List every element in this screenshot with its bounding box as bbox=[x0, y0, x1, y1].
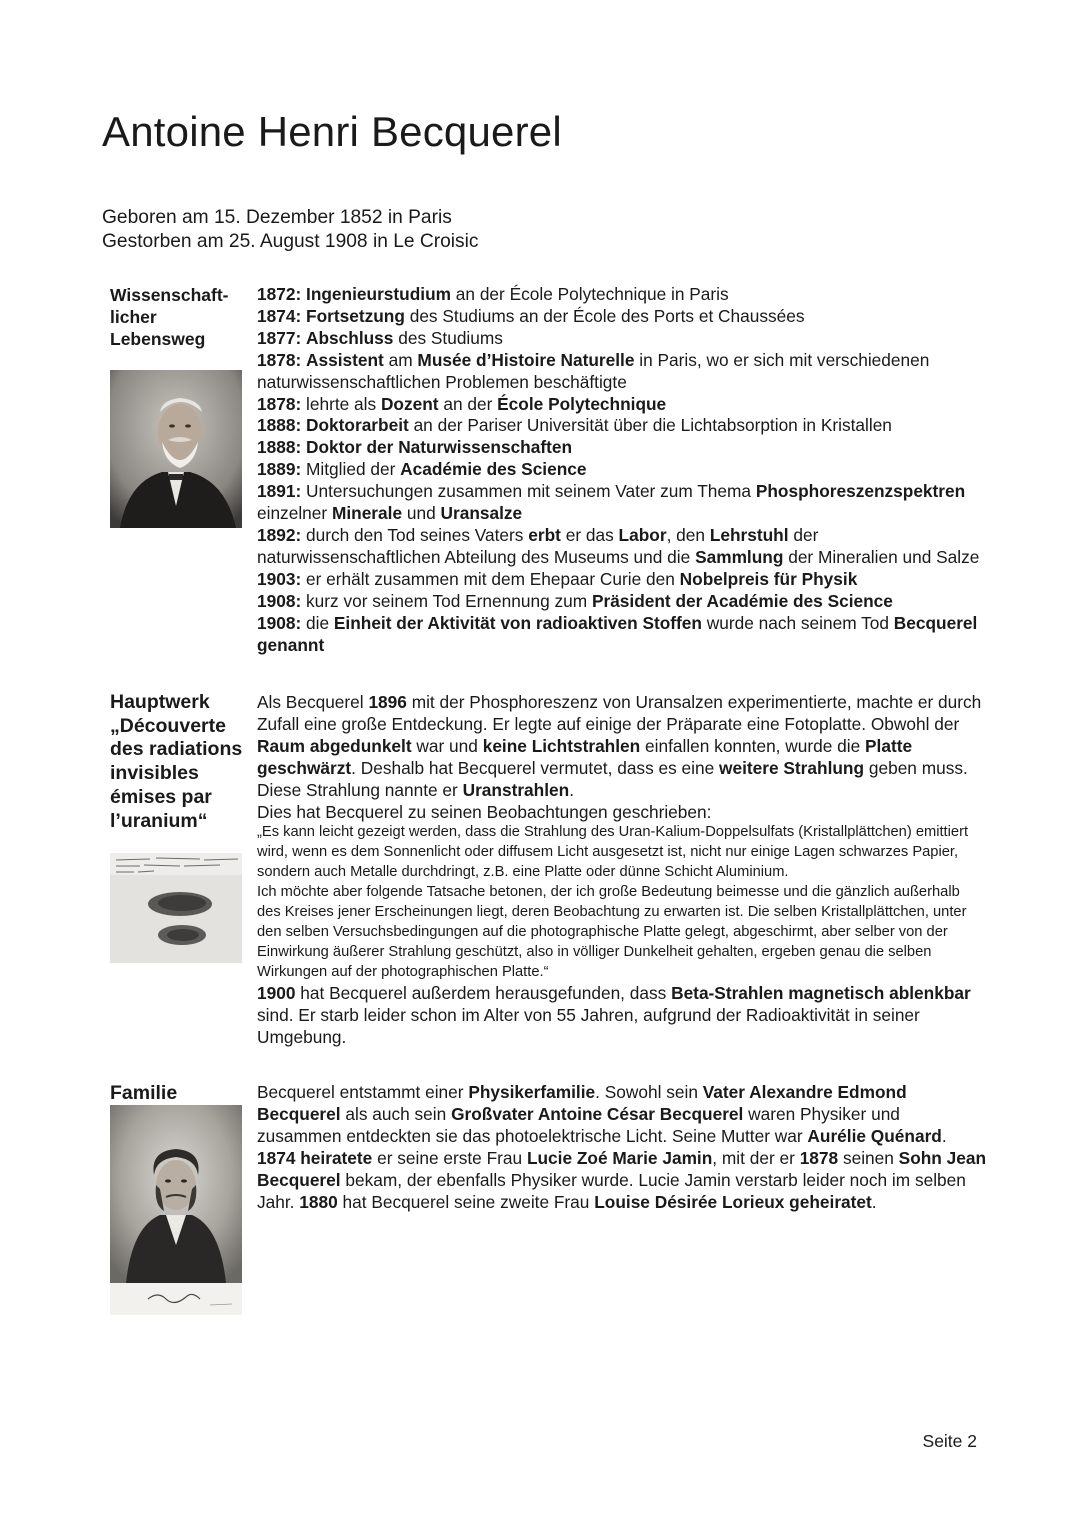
photographic-plate-icon bbox=[110, 853, 242, 963]
page-title: Antoine Henri Becquerel bbox=[102, 108, 562, 155]
timeline-entry: 1889: Mitglied der Académie des Science bbox=[257, 459, 587, 480]
career-label-line: Lebensweg bbox=[110, 329, 206, 349]
work-label-line: l’uranium“ bbox=[110, 809, 208, 832]
timeline-entry: 1903: er erhält zusammen mit dem Ehepaar Curie den Nobelpreis für Physik bbox=[257, 568, 858, 589]
timeline-entry: 1908: die Einheit der Aktivität von radioaktiven Stoffen wurde nach seinem Tod Becquerel genannt bbox=[257, 612, 978, 655]
born-line: Geboren am 15. Dezember 1852 in Paris bbox=[102, 207, 452, 228]
career-section-label bbox=[110, 284, 250, 350]
work-intro-line: Dies hat Becquerel zu seinen Beobachtungen geschrieben: bbox=[257, 801, 712, 822]
quote-paragraph: Ich möchte aber folgende Tatsache betonen, der ich große Bedeutung beimesse und die gänzlich außerhalb des Kreises jener Erscheinungen liegt, deren Beobachtung zu erwarten ist. Die selben Kristallplättchen, unter den selben Versuchsbedingungen auf die photographische Platte gelegt, abgeschirmt, aber selber von der Einwirkung äußerer Strahlung geschützt, also in völliger Dunkelheit gehalten, ergeben genau die selben Wirkungen auf der photographischen Platte.“ bbox=[257, 884, 967, 980]
work-paragraph: 1900 hat Becquerel außerdem herausgefunden, dass Beta-Strahlen magnetisch ablenkbar sind. Er starb leider schon im Alter von 55 Jahren, aufgrund der Radioaktivität in seiner Umgebung. bbox=[257, 982, 971, 1047]
timeline-entry: 1888: Doktorarbeit an der Pariser Universität über die Lichtabsorption in Kristallen bbox=[257, 415, 892, 436]
timeline-entry: 1874: Fortsetzung des Studiums an der École des Ports et Chaussées bbox=[257, 305, 805, 326]
career-label-line: Wissenschaft- bbox=[110, 285, 229, 305]
timeline-entry: 1878: Assistent am Musée d’Histoire Naturelle in Paris, wo er sich mit verschiedenen naturwissenschaftlichen Problemen beschäftigte bbox=[257, 349, 930, 392]
career-label-line: licher bbox=[110, 307, 157, 327]
career-timeline bbox=[257, 284, 987, 656]
work-label-line: invisibles bbox=[110, 762, 199, 785]
timeline-entry: 1877: Abschluss des Studiums bbox=[257, 327, 503, 348]
timeline-entry: 1891: Untersuchungen zusammen mit seinem Vater zum Thema Phosphoreszenzspektren einzelner Minerale und Uransalze bbox=[257, 481, 966, 524]
timeline-entry: 1888: Doktor der Naturwissenschaften bbox=[257, 437, 573, 458]
family-section-label: Familie bbox=[110, 1082, 178, 1104]
work-label-line: „Découverte bbox=[110, 714, 226, 737]
work-label-line: Hauptwerk bbox=[110, 691, 210, 713]
timeline-entry: 1872: Ingenieurstudium an der École Polytechnique in Paris bbox=[257, 284, 729, 304]
timeline-entry: 1892: durch den Tod seines Vaters erbt er das Labor, den Lehrstuhl der naturwissenschaftlichen Abteilung des Museums und die Sammlung der Mineralien und Salze bbox=[257, 524, 980, 567]
work-text bbox=[257, 692, 987, 1048]
birth-info bbox=[102, 206, 479, 253]
work-label-line: émises par bbox=[110, 785, 212, 808]
family-text bbox=[257, 1082, 987, 1213]
page-number: Seite 2 bbox=[922, 1431, 977, 1451]
engraved-portrait-icon bbox=[110, 1105, 242, 1315]
portrait-photo-icon bbox=[110, 370, 242, 528]
timeline-entry: 1878: lehrte als Dozent an der École Polytechnique bbox=[257, 393, 667, 414]
died-line: Gestorben am 25. August 1908 in Le Croisic bbox=[102, 230, 479, 252]
family-paragraph: Becquerel entstammt einer Physikerfamilie. Sowohl sein Vater Alexandre Edmond Becquerel als auch sein Großvater Antoine César Becquerel waren Physiker und zusammen entdeckten sie das photoelektrische Licht. Seine Mutter war Aurélie Quénard. 1874 heiratete er seine erste Frau Lucie Zoé Marie Jamin, mit der er 1878 seinen Sohn Jean Becquerel bekam, der ebenfalls Physiker wurde. Lucie Jamin verstarb leider noch im selben Jahr. 1880 hat Becquerel seine zweite Frau Louise Désirée Lorieux geheiratet. bbox=[257, 1082, 987, 1212]
timeline-entry: 1908: kurz vor seinem Tod Ernennung zum Präsident der Académie des Science bbox=[257, 590, 893, 611]
quote-paragraph: „Es kann leicht gezeigt werden, dass die Strahlung des Uran-Kalium-Doppelsulfats (Kristallplättchen) emittiert wird, wenn es dem Sonnenlicht oder diffusem Licht ausgesetzt ist, nicht nur einige Lagen schwarzes Papier, sondern auch Metalle durchdringt, z.B. eine Platte oder dünne Schicht Aluminium. bbox=[257, 824, 969, 881]
work-paragraph: Als Becquerel 1896 mit der Phosphoreszenz von Uransalzen experimentierte, machte er durch Zufall eine große Entdeckung. Er legte auf einige der Präparate eine Fotoplatte. Obwohl der Raum abgedunkelt war und keine Lichtstrahlen einfallen konnten, wurde die Platte geschwärzt. Deshalb hat Becquerel vermutet, dass es eine weitere Strahlung geben muss. Diese Strahlung nannte er Uranstrahlen. bbox=[257, 692, 982, 800]
work-section-label bbox=[110, 691, 250, 833]
work-label-line: des radiations bbox=[110, 738, 243, 761]
